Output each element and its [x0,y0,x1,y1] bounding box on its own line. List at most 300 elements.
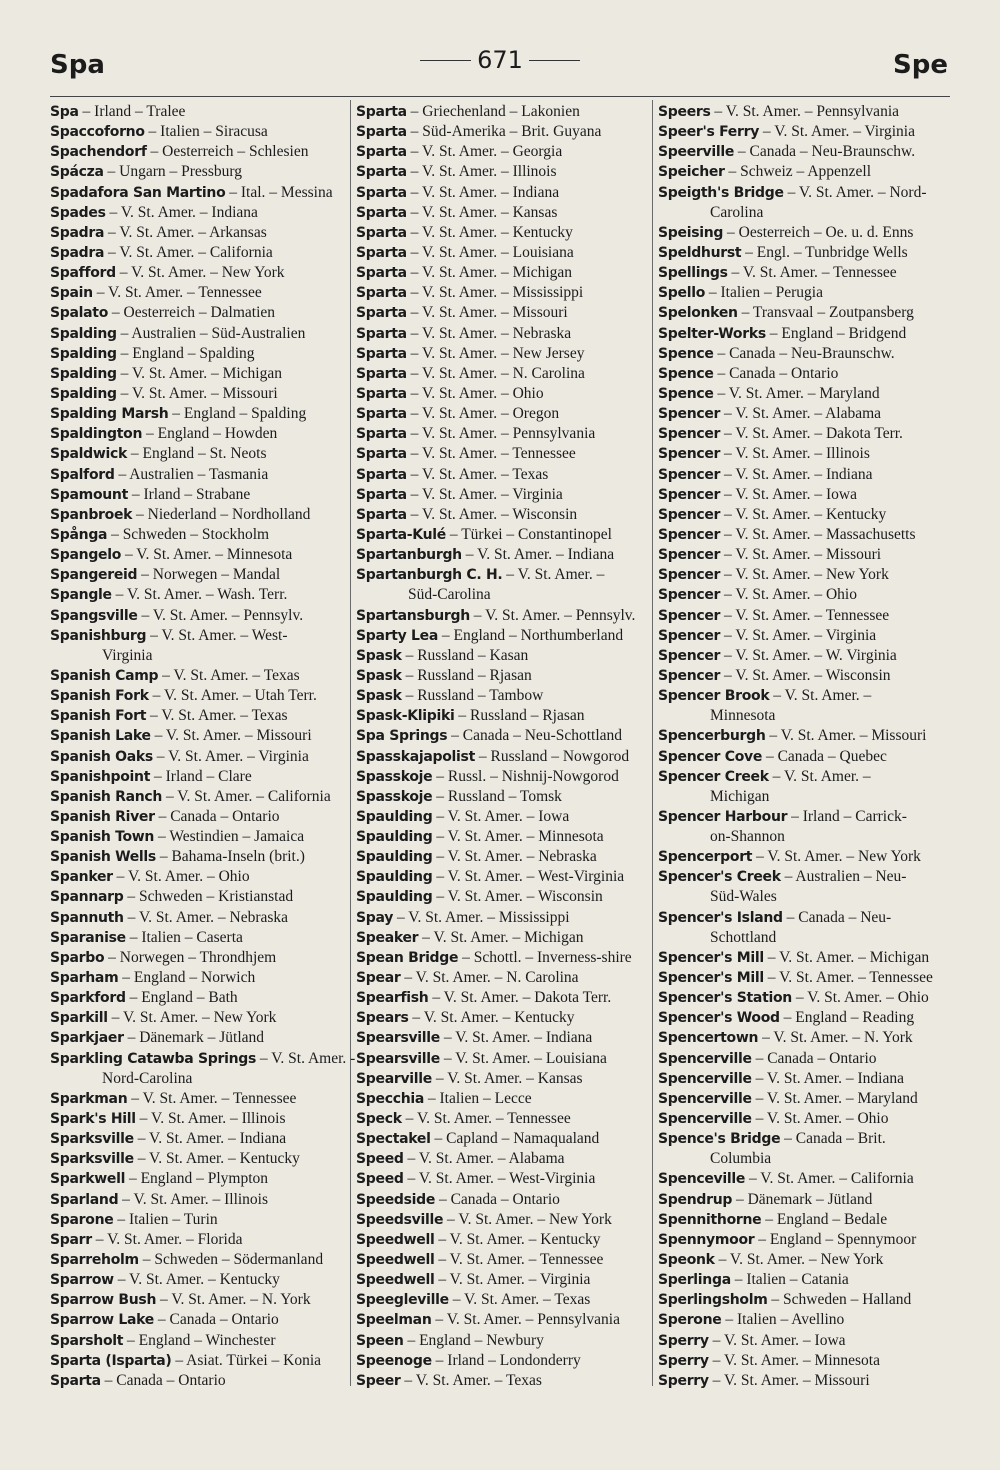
entry-location: – V. St. Amer. – Louisiana [440,1049,607,1067]
entry-headword: Spencer's Mill [658,949,764,966]
entry-location: – Oesterreich – Dalmatien [108,304,276,322]
entry-location: – V. St. Amer. – Oregon [406,405,560,423]
entry-headword: Sparta [356,265,407,282]
entry-headword: Sparone [50,1211,114,1228]
entry-headword: Spencer Brook [658,688,770,705]
entry-headword: Spaccoforno [50,124,145,141]
gazetteer-entry [50,908,344,928]
entry-headword: Speicher [658,164,725,181]
entry-location: – Irland – Londonderry [431,1351,581,1369]
gazetteer-entry [356,1149,648,1169]
entry-location: – V. St. Amer. – Nebraska [432,848,597,866]
entry-headword: Spello [658,285,706,302]
gazetteer-entry [356,666,648,686]
entry-location: – V. St. Amer. – Texas [406,465,549,483]
entry-headword: Sparkwell [50,1171,126,1188]
entry-location: – Dänemark – Jütland [732,1190,873,1208]
gazetteer-entry [50,263,344,283]
entry-location: – Canada – Ontario [713,364,839,382]
header-dash [529,60,580,61]
gazetteer-entry [356,1028,648,1048]
entry-location: – Westindien – Jamaica [154,828,305,846]
entry-location: – V. St. Amer. – Ohio [112,868,250,886]
entry-headword: Sparta-Kulé [356,526,446,543]
gazetteer-entry [356,283,648,303]
gazetteer-entry [658,505,948,525]
entry-headword: Spennymoor [658,1231,755,1248]
entry-location: – Schweden – Kristianstad [123,888,294,906]
entry-headword: Specchia [356,1090,425,1107]
gazetteer-entry [50,807,344,827]
gazetteer-entry [356,243,648,263]
gazetteer-entry [356,747,648,767]
entry-headword: Spencerport [658,849,753,866]
entry-headword: Spalding [50,345,117,362]
entry-headword: Sparta [356,506,407,523]
gazetteer-entry [356,1169,648,1189]
entry-headword: Speaker [356,929,419,946]
entry-headword: Spence [658,345,714,362]
entry-headword: Spanishburg [50,627,147,644]
entry-location: – Transvaal – Zoutpansberg [737,304,914,322]
gazetteer-entry [50,324,344,344]
entry-headword: Sparham [50,970,119,987]
entry-location: – England – Bridgend [765,324,907,342]
entry-location: – V. St. Amer. – [768,767,871,785]
entry-headword: Speerville [658,144,735,161]
header-dash [420,60,471,61]
entry-location: – Irland – Strabane [127,485,251,503]
gazetteer-entry [50,686,344,706]
gazetteer-entry [356,767,648,787]
entry-headword: Spanishpoint [50,768,151,785]
entry-headword: Spencer [658,526,721,543]
entry-headword: Spadafora San Martino [50,184,226,201]
gazetteer-entry [356,1351,648,1371]
entry-location: – Niederland – Nordholland [132,505,311,523]
gazetteer-entry [658,424,948,444]
entry-location: – V. St. Amer. – Iowa [708,1331,846,1349]
entry-headword: Spaulding [356,889,433,906]
entry-headword: Sparsholt [50,1332,124,1349]
entry-headword: Spenceville [658,1171,746,1188]
gazetteer-entry [50,203,344,223]
entry-location: – V. St. Amer. – California [104,243,273,261]
entry-location: – V. St. Amer. – Illinois [118,1190,269,1208]
entry-headword: Sparkford [50,990,126,1007]
gazetteer-entry [658,404,948,424]
entry-headword: Spencerburgh [658,728,766,745]
gazetteer-entry [356,525,648,545]
entry-headword: Speedside [356,1191,436,1208]
entry-location: – Canada – Ontario [100,1371,226,1389]
entry-location: – Italien – Avellino [721,1311,845,1329]
gazetteer-entry [658,142,948,162]
entry-location: – V. St. Amer. – Georgia [406,143,563,161]
entry-location: – V. St. Amer. – N. York [156,1291,311,1309]
gazetteer-entry [356,1210,648,1230]
entry-location: – Schweiz – Appenzell [724,163,872,181]
entry-location: – Canada – Ontario [435,1190,560,1208]
entry-location: – V. St. Amer. – Kansas [431,1069,583,1087]
gazetteer-entry [356,183,648,203]
gazetteer-entry [50,1210,344,1230]
gazetteer-entry [658,485,948,505]
entry-headword: Speedwell [356,1252,435,1269]
entry-location: – V. St. Amer. – Missouri [765,727,927,745]
entry-headword: Sparta (Isparta) [50,1352,172,1369]
entry-headword: Spencer's Mill [658,970,764,987]
entry-headword: Spanish Fort [50,708,147,725]
entry-headword: Speer's Ferry [658,124,760,141]
gazetteer-entry [50,1149,344,1169]
gazetteer-entry [50,1089,344,1109]
entry-headword: Sperry [658,1352,709,1369]
gazetteer-entry [50,283,344,303]
entry-location: – England – Bedale [761,1210,888,1228]
entry-headword: Sparta [356,446,407,463]
gazetteer-entry [356,827,648,847]
gazetteer-entry [658,183,948,203]
gazetteer-entry [356,686,648,706]
entry-location: – Italien – Siracusa [144,123,268,141]
entry-headword: Spence [658,365,714,382]
entry-headword: Spa [50,104,79,120]
gazetteer-entry [658,666,948,686]
entry-headword: Spafford [50,265,116,282]
gazetteer-entry [356,465,648,485]
entry-location: Süd-Wales [710,888,777,906]
gazetteer-entry [50,1331,344,1351]
entry-headword: Spalding [50,365,117,382]
gazetteer-entry [50,404,344,424]
gazetteer-entry [658,162,948,182]
gazetteer-entry [658,908,948,928]
entry-headword: Sparty Lea [356,627,439,644]
gazetteer-entry [356,1008,648,1028]
gazetteer-entry [356,988,648,1008]
gazetteer-entry [658,465,948,485]
entry-headword: Sparta [356,466,407,483]
entry-location: Columbia [710,1150,772,1168]
entry-location: – V. St. Amer. – Utah Terr. [148,687,317,705]
gazetteer-entry [50,1049,356,1069]
gazetteer-entry [658,122,948,142]
header-rule [50,96,950,97]
entry-location: – Russland – Rjasan [401,666,532,684]
gazetteer-entry [356,303,648,323]
entry-headword: Sparkjaer [50,1030,124,1047]
entry-headword: Spencer Harbour [658,808,788,825]
entry-headword: Spannarp [50,889,124,906]
entry-headword: Spain [50,285,93,302]
gazetteer-entry [658,344,948,364]
entry-location: – England – Northumberland [438,626,624,644]
entry-headword: Spencer [658,426,721,443]
entry-location: – V. St. Amer. – Pennsylv. [137,606,304,624]
gazetteer-entry [50,505,344,525]
gazetteer-entry [658,968,948,988]
entry-location: – V. St. Amer. – Mississippi [406,284,584,302]
entry-location: – England – Winchester [123,1331,276,1349]
gazetteer-entry [50,364,344,384]
gazetteer-entry [50,565,344,585]
entry-headword: Sparreholm [50,1252,139,1269]
entry-location: – England – Reading [779,1009,915,1027]
entry-location: – Norwegen – Throndhjem [104,948,277,966]
entry-headword: Sparta [356,204,407,221]
entry-headword: Sparta [356,164,407,181]
entry-headword: Spencer [658,466,721,483]
entry-location: – England – Howden [142,425,278,443]
gazetteer-entry [658,565,948,585]
entry-location: – Russland – Tambow [401,687,544,705]
entry-headword: Spear [356,970,401,987]
gazetteer-entry [356,928,648,948]
entry-location: – Italien – Lecce [424,1089,532,1107]
entry-headword: Sparta [356,224,407,241]
entry-headword: Sparkling Catawba Springs [50,1050,256,1067]
gazetteer-entry [356,908,648,928]
entry-location: – V. St. Amer. – Iowa [432,807,570,825]
gazetteer-entry [356,807,648,827]
entry-headword: Spencer Creek [658,768,769,785]
entry-headword: Spadra [50,244,105,261]
entry-headword: Sparta [356,124,407,141]
entry-location: – Italien – Catania [730,1271,849,1289]
entry-headword: Spartansburgh [356,607,470,624]
entry-headword: Spaulding [356,849,433,866]
gazetteer-entry [50,162,344,182]
entry-location: – Bahama-Inseln (brit.) [155,848,305,866]
entry-location: – V. St. Amer. – Kansas [406,203,558,221]
entry-headword: Spencer [658,446,721,463]
gazetteer-entry [658,1310,948,1330]
gazetteer-entry [658,686,948,706]
entry-location: – Irland – Tralee [78,103,186,120]
entry-location: – Russland – Tomsk [432,787,562,805]
entry-headword: Spanish Town [50,829,155,846]
entry-column-3 [658,102,948,1391]
entry-location: – Russl. – Nishnij-Nowgorod [432,767,619,785]
entry-location: – V. St. Amer. – Ohio [791,989,929,1007]
entry-location: – V. St. Amer. – Minnesota [432,828,604,846]
gazetteer-entry [658,545,948,565]
entry-headword: Spanish Ranch [50,788,163,805]
entry-headword: Spencer's Wood [658,1010,780,1027]
gazetteer-entry [50,706,344,726]
entry-headword: Speenoge [356,1352,432,1369]
entry-location: – V. St. Amer. – W. Virginia [720,646,897,664]
gazetteer-entry [658,223,948,243]
entry-location: – V. St. Amer. – Kentucky [408,1009,575,1027]
entry-headword: Spencer [658,567,721,584]
gazetteer-entry [50,747,344,767]
entry-location: – Schweden – Stockholm [107,525,270,543]
gazetteer-entry [50,1129,344,1149]
entry-location: – Schottl. – Inverness-shire [458,948,632,966]
entry-location: – V. St. Amer. – Pennsylvania [431,1311,620,1329]
entry-headword: Spa Springs [356,728,448,745]
entry-headword: Spencer's Island [658,909,783,926]
entry-headword: Spånga [50,526,108,543]
gazetteer-entry [658,1250,948,1270]
entry-location: – Irland – Carrick- [787,807,907,825]
entry-headword: Spask [356,647,402,664]
gazetteer-entry [356,485,648,505]
gazetteer-entry [50,767,344,787]
entry-location: Carolina [710,203,764,221]
entry-location: – V. St. Amer. – [502,566,605,584]
entry-location: – V. St. Amer. – Ohio [720,586,857,604]
page-number: 671 [477,46,523,74]
entry-headword: Spanker [50,869,113,886]
gazetteer-entry [50,223,344,243]
entry-headword: Sparta [356,426,407,443]
gazetteer-entry [658,948,948,968]
entry-headword: Spencerville [658,1050,752,1067]
gazetteer-entry [356,162,648,182]
gazetteer-entry [50,968,344,988]
entry-location: – V. St. Amer. – Maryland [713,384,880,402]
entry-location: Michigan [710,787,770,805]
gazetteer-entry [50,525,344,545]
entry-continuation [658,1149,948,1169]
entry-location: – V. St. Amer. – Missouri [406,304,568,322]
entry-continuation [658,928,948,948]
entry-headword: Spaulding [356,869,433,886]
entry-location: – Canada – Brit. [780,1130,886,1148]
entry-headword: Spácza [50,164,104,181]
entry-location: – V. St. Amer. – Pennsylvania [406,425,596,443]
entry-location: – V. St. Amer. – Pennsylv. [469,606,636,624]
gazetteer-entry [658,1008,948,1028]
entry-location: – V. St. Amer. – N. York [758,1029,913,1047]
entry-headword: Spadra [50,224,105,241]
entry-headword: Spartanburgh C. H. [356,567,503,584]
entry-continuation [356,585,648,605]
entry-headword: Spencertown [658,1030,759,1047]
entry-location: – Italien – Caserta [125,928,243,946]
entry-location: – Dänemark – Jütland [123,1029,265,1047]
entry-headword: Speen [356,1332,404,1349]
gazetteer-entry [356,203,648,223]
entry-continuation [658,706,948,726]
gazetteer-entry [658,585,948,605]
entry-headword: Spamount [50,486,128,503]
entry-location: – V. St. Amer. – Missouri [720,546,882,564]
entry-location: – V. St. Amer. – Dakota Terr. [720,425,903,443]
entry-location: – V. St. Amer. – Tennessee [720,606,890,624]
entry-headword: Spanish Fork [50,688,149,705]
entry-headword: Sperry [658,1332,709,1349]
gazetteer-entry [658,303,948,323]
gazetteer-entry [356,847,648,867]
entry-location: – V. St. Amer. – Nebraska [123,908,289,926]
entry-location: – Schweden – Södermanland [138,1251,324,1269]
entry-headword: Sparksville [50,1151,134,1168]
gazetteer-entry [658,747,948,767]
gazetteer-entry [658,525,948,545]
entry-location: – Canada – Neu-Braunschw. [734,143,916,161]
entry-headword: Spalding [50,325,117,342]
gazetteer-entry [356,404,648,424]
entry-headword: Spachendorf [50,144,147,161]
gazetteer-entry [356,626,648,646]
entry-location: – England – St. Neots [127,445,267,463]
gazetteer-entry [50,626,344,646]
entry-headword: Spearville [356,1070,432,1087]
gazetteer-entry [658,807,948,827]
entry-headword: Sparta [356,406,407,423]
entry-headword: Sparta [356,385,407,402]
entry-location: – Canada – Quebec [762,747,887,765]
entry-location: – V. St. Amer. – New York [443,1210,612,1228]
gazetteer-entry [658,1371,948,1391]
entry-location: – V. St. Amer. – Indiana [440,1029,593,1047]
entry-location: – V. St. Amer. – West-Virginia [403,1170,596,1188]
gazetteer-entry [356,887,648,907]
gazetteer-entry [356,1250,648,1270]
gazetteer-entry [356,1310,648,1330]
gazetteer-entry [50,243,344,263]
entry-headword: Sparta [356,285,407,302]
entry-location: – Oesterreich – Oe. u. d. Enns [723,223,914,241]
entry-headword: Sperone [658,1312,722,1329]
gazetteer-entry [658,1129,948,1149]
entry-location: – V. St. Amer. – Texas [400,1371,542,1389]
entry-continuation [50,1069,344,1089]
gazetteer-entry [356,142,648,162]
entry-location: – V. St. Amer. – Texas [146,707,288,725]
entry-headword: Sparta [356,345,407,362]
gazetteer-entry [356,1290,648,1310]
gazetteer-entry [658,283,948,303]
entry-headword: Spangle [50,587,112,604]
entry-location: Virginia [102,646,153,664]
entry-location: – V. St. Amer. – California [162,787,331,805]
entry-headword: Spark's Hill [50,1111,136,1128]
entry-location: – V. St. Amer. – Nord- [783,183,927,201]
entry-location: – V. St. Amer. – Kentucky [113,1271,280,1289]
entry-location: – Canada – Ontario [751,1049,877,1067]
entry-location: – Russland – Kasan [401,646,529,664]
entry-location: – Irland – Clare [150,767,252,785]
entry-headword: Sparta [356,184,407,201]
entry-headword: Spaldwick [50,446,128,463]
gazetteer-entry [658,324,948,344]
entry-location: – V. St. Amer. – Indiana [461,546,615,564]
entry-location: – Australien – Süd-Australien [116,324,306,342]
entry-headword: Speck [356,1111,402,1128]
gazetteer-entry [356,787,648,807]
gazetteer-entry [356,867,648,887]
entry-headword: Sparrow [50,1272,114,1289]
gazetteer-entry [356,726,648,746]
entry-location: – V. St. Amer. – Tennessee [727,264,897,282]
entry-location: – V. St. Amer. – Dakota Terr. [428,989,612,1007]
entry-location: – Asiat. Türkei – Konia [171,1351,322,1369]
entry-location: – Australien – Tasmania [114,465,269,483]
gazetteer-entry [50,465,344,485]
gazetteer-entry [50,948,344,968]
entry-location: – V. St. Amer. – Tennessee [434,1251,604,1269]
entry-location: Schottland [710,928,777,946]
entry-headword: Speelman [356,1312,432,1329]
gazetteer-entry [50,726,344,746]
entry-location: on-Shannon [710,828,785,846]
entry-headword: Sparland [50,1191,119,1208]
